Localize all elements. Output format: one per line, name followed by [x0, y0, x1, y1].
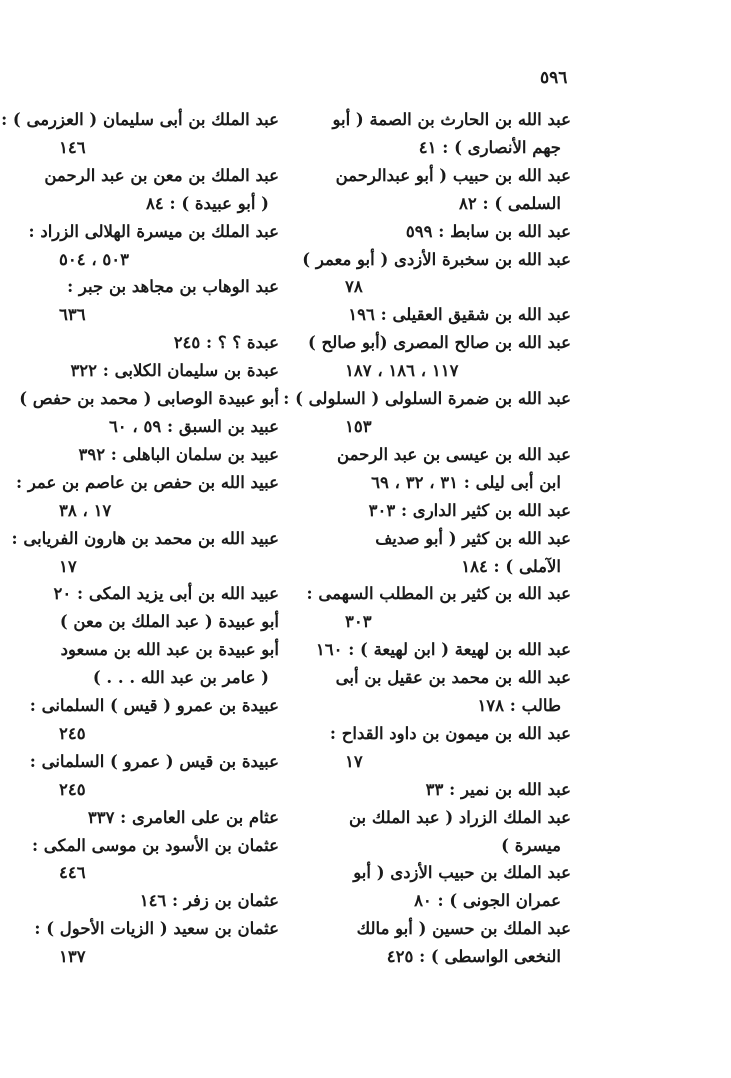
index-entry [327, 720, 571, 776]
index-entry [308, 329, 571, 385]
index-entry-continuation: ١١٧ ، ١٨٦ ، ١٨٧ [345, 361, 459, 381]
index-entry-line: عثمان بن زفر : ١٤٦ [139, 891, 279, 911]
index-entry-line: عبد الله بن حبيب ( أبو عبدالرحمن [335, 165, 571, 185]
index-entry-line: أبو عبيدة الوصابى ( محمد بن حفص ) [19, 389, 279, 409]
index-entry-line: عبد الله بن ميمون بن داود القداح : [329, 723, 571, 743]
index-entry [41, 441, 279, 469]
index-entry-line: عبد الله بن لهيعة ( ابن لهيعة ) : ١٦٠ [315, 640, 571, 660]
index-entry-line: عبد الله بن شقيق العقيلى : ١٩٦ [348, 305, 571, 325]
index-entry-continuation: السلمى ) : ٨٢ [459, 193, 561, 213]
index-entry-line: عبيد الله بن حفص بن عاصم بن عمر : [15, 472, 279, 492]
index-entry [11, 525, 279, 581]
index-entry-line: عبد الملك بن حسين ( أبو مالك [356, 919, 571, 939]
index-entry-continuation: ٢٤٥ [59, 779, 86, 799]
right-index-column [283, 106, 571, 971]
index-entry [41, 608, 279, 636]
index-entry-continuation: جهم الأنصارى ) : ٤١ [418, 137, 561, 157]
index-entry-line: عبيدة بن قيس ( عمرو ) السلمانى : [29, 751, 279, 771]
index-entry-line: عبد الله بن سابط : ٥٩٩ [405, 221, 571, 241]
index-entry-continuation: ١٧ [345, 751, 363, 771]
index-entry [28, 218, 279, 274]
page-number: ٥٩٦ [540, 68, 568, 88]
index-entry-line: عبدة ؟ ؟ : ٢٤٥ [173, 333, 279, 353]
index-entry [41, 413, 279, 441]
index-entry [41, 580, 279, 608]
index-entry [41, 273, 279, 329]
index-entry-line: عبد الوهاب بن مجاهد بن جبر : [67, 277, 279, 297]
index-entry-line: عبد الملك الزراد ( عبد الملك بن [348, 807, 571, 827]
index-entry-line: عبد الله بن نمير : ٣٣ [425, 779, 571, 799]
index-entry-line: عبد الله بن صالح المصرى (أبو صالح ) [308, 333, 571, 353]
index-entry-line: عبد الملك بن معن بن عبد الرحمن [44, 165, 279, 185]
index-entry-continuation: طالب : ١٧٨ [477, 696, 561, 716]
index-entry-line: عبد الله بن كثير الدارى : ٣٠٣ [368, 500, 571, 520]
index-entry-line: عبيد الله بن أبى يزيد المكى : ٢٠ [53, 584, 279, 604]
index-entry [41, 804, 279, 832]
index-entry-line: عبد الله بن عيسى بن عبد الرحمن [337, 444, 571, 464]
index-entry-continuation: ١٥٣ [345, 416, 372, 436]
index-entry [327, 441, 571, 497]
index-entry [327, 664, 571, 720]
index-entry-line: عثام بن على العامرى : ٣٣٧ [87, 807, 279, 827]
index-entry-continuation: ١٧ [59, 556, 77, 576]
index-entry [41, 162, 279, 218]
index-entry [327, 804, 571, 860]
index-entry-line: عبد الملك بن ميسرة الهلالى الزراد : [28, 221, 279, 241]
index-entry-line: عبدة بن سليمان الكلابى : ٣٢٢ [70, 361, 279, 381]
index-entry-line: عبيد بن السبق : ٥٩ ، ٦٠ [108, 416, 279, 436]
index-entry [302, 246, 571, 302]
index-entry-continuation: ( عامر بن عبد الله . . . ) [92, 668, 269, 688]
index-entry-continuation: ٤٤٦ [59, 863, 86, 883]
index-entry [315, 636, 571, 664]
index-entry-continuation: ميسرة ) [501, 835, 561, 855]
index-entry [29, 692, 279, 748]
index-entry-line: أبو عبيدة بن عبد الله بن مسعود [60, 640, 279, 660]
index-entry [41, 636, 279, 692]
index-entry [327, 776, 571, 804]
index-entry [1, 106, 279, 162]
index-entry-continuation: ١٣٧ [59, 947, 86, 967]
index-entry-continuation: عمران الجونى ) : ٨٠ [414, 891, 561, 911]
index-entry [15, 469, 279, 525]
index-entry-continuation: ٥٠٣ ، ٥٠٤ [59, 249, 130, 269]
index-entry-line: عثمان بن الأسود بن موسى المكى : [31, 835, 279, 855]
index-entry-continuation: ٧٨ [345, 277, 363, 297]
index-entry [327, 162, 571, 218]
index-entry [327, 106, 571, 162]
index-entry-line: عبد الله بن كثير ( أبو صديف [375, 528, 571, 548]
index-entry [41, 357, 279, 385]
index-entry-continuation: ١٤٦ [59, 137, 86, 157]
index-entry [327, 301, 571, 329]
index-entry [327, 859, 571, 915]
index-entry [34, 915, 279, 971]
index-entry-line: عبد الملك بن حبيب الأزدى ( أبو [353, 863, 571, 883]
index-entry [41, 329, 279, 357]
index-entry [327, 218, 571, 246]
index-entry-line: عثمان بن سعيد ( الزيات الأحول ) : [34, 919, 279, 939]
index-entry-continuation: ٦٣٦ [59, 305, 86, 325]
index-entry-line: عبد الله بن ضمرة السلولى ( السلولى ) : [283, 389, 571, 409]
index-entry-continuation: ٣٠٣ [345, 612, 372, 632]
index-entry-continuation: ١٧ ، ٣٨ [59, 500, 112, 520]
index-entry-line: عبد الله بن الحارث بن الصمة ( أبو [332, 110, 571, 129]
index-entry [283, 385, 571, 441]
index-entry-line: عبيدة بن عمرو ( قيس ) السلمانى : [29, 696, 279, 716]
index-entry [327, 525, 571, 581]
index-entry-continuation: النخعى الواسطى ) : ٤٢٥ [386, 947, 561, 967]
index-entry [327, 497, 571, 525]
index-entry-line: عبد الملك بن أبى سليمان ( العزرمى ) : [1, 110, 279, 129]
index-entry-line: عبد الله بن سخبرة الأزدى ( أبو معمر ) [302, 249, 571, 269]
index-entry-line: عبد الله بن كثير بن المطلب السهمى : [306, 584, 571, 604]
index-entry-line: عبد الله بن محمد بن عقيل بن أبى [335, 668, 571, 688]
index-entry-continuation: ٢٤٥ [59, 723, 86, 743]
index-entry-continuation: ( أبو عبيدة ) : ٨٤ [146, 193, 269, 213]
index-entry [19, 385, 279, 413]
index-entry [31, 832, 279, 888]
index-entry [306, 580, 571, 636]
index-entry-continuation: ابن أبى ليلى : ٣١ ، ٣٢ ، ٦٩ [371, 472, 561, 492]
index-entry [41, 887, 279, 915]
index-entry-continuation: الآملى ) : ١٨٤ [461, 556, 561, 576]
index-entry [29, 748, 279, 804]
left-index-column [1, 106, 279, 971]
index-entry-line: عبيد الله بن محمد بن هارون الفريابى : [11, 528, 279, 548]
index-entry-line: عبيد بن سلمان الباهلى : ٣٩٢ [78, 444, 279, 464]
index-entry-line: أبو عبيدة ( عبد الملك بن معن ) [59, 612, 279, 632]
index-entry [327, 915, 571, 971]
